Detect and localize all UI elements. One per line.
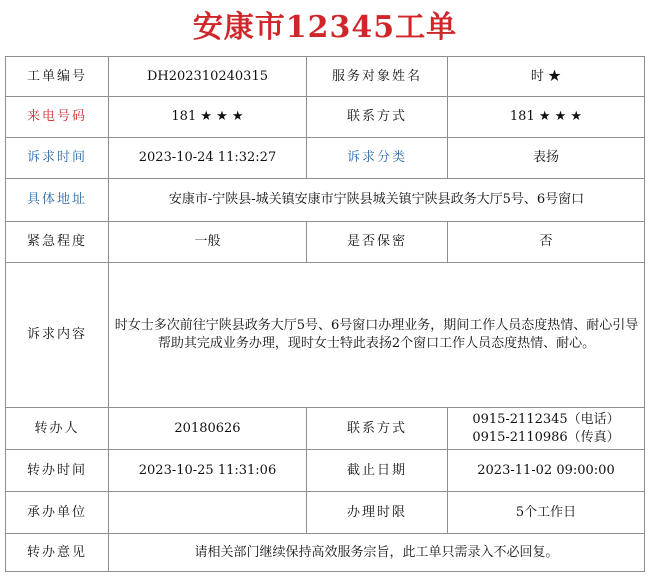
handler-label: 转办人 bbox=[6, 408, 109, 450]
table-row bbox=[6, 222, 645, 263]
urgency-label: 紧急程度 bbox=[6, 222, 109, 263]
order-no-label: 工单编号 bbox=[6, 57, 109, 97]
handler-value: 20180626 bbox=[109, 408, 307, 450]
unit-value bbox=[109, 492, 307, 534]
address-value: 安康市-宁陕县-城关镇安康市宁陕县城关镇宁陕县政务大厅5号、6号窗口 bbox=[109, 179, 645, 222]
contact-value: 181 ★ ★ ★ bbox=[448, 97, 645, 138]
deadline-value: 2023-11-02 09:00:00 bbox=[448, 450, 645, 492]
table-row bbox=[6, 408, 645, 450]
confidential-value: 否 bbox=[448, 222, 645, 263]
request-type-value: 表扬 bbox=[448, 138, 645, 179]
content-value: 时女士多次前往宁陕县政务大厅5号、6号窗口办理业务，期间工作人员态度热情、耐心引导帮助其完成业务办理，现时女士特此表扬2个窗口工作人员态度热情、耐心。 bbox=[109, 263, 645, 408]
caller-phone-label: 来电号码 bbox=[6, 97, 109, 138]
order-no-value: DH202310240315 bbox=[109, 57, 307, 97]
time-limit-label: 办理时限 bbox=[307, 492, 448, 534]
handler-phone: 0915-2112345（电话） bbox=[472, 411, 620, 427]
opinion-value: 请相关部门继续保持高效服务宗旨，此工单只需录入不必回复。 bbox=[109, 534, 645, 572]
transfer-time-value: 2023-10-25 11:31:06 bbox=[109, 450, 307, 492]
table-row bbox=[6, 450, 645, 492]
request-time-label: 诉求时间 bbox=[6, 138, 109, 179]
contact-label: 联系方式 bbox=[307, 97, 448, 138]
request-time-value: 2023-10-24 11:32:27 bbox=[109, 138, 307, 179]
unit-label: 承办单位 bbox=[6, 492, 109, 534]
table-row bbox=[6, 97, 645, 138]
table-row bbox=[6, 179, 645, 222]
caller-phone-value: 181 ★ ★ ★ bbox=[109, 97, 307, 138]
handler-contact-label: 联系方式 bbox=[307, 408, 448, 450]
table-row bbox=[6, 263, 645, 408]
transfer-time-label: 转办时间 bbox=[6, 450, 109, 492]
request-type-label: 诉求分类 bbox=[307, 138, 448, 179]
confidential-label: 是否保密 bbox=[307, 222, 448, 263]
deadline-label: 截止日期 bbox=[307, 450, 448, 492]
table-row bbox=[6, 57, 645, 97]
time-limit-value: 5个工作日 bbox=[448, 492, 645, 534]
handler-fax: 0915-2110986（传真） bbox=[472, 429, 620, 445]
table-row bbox=[6, 492, 645, 534]
opinion-label: 转办意见 bbox=[6, 534, 109, 572]
content-label: 诉求内容 bbox=[6, 263, 109, 408]
handler-contact-value bbox=[448, 408, 645, 450]
target-name-value: 时 ★ bbox=[448, 57, 645, 97]
target-name-label: 服务对象姓名 bbox=[307, 57, 448, 97]
table-row bbox=[6, 138, 645, 179]
address-label: 具体地址 bbox=[6, 179, 109, 222]
page-title: 安康市12345工单 bbox=[192, 10, 458, 45]
work-order-table bbox=[5, 56, 645, 572]
urgency-value: 一般 bbox=[109, 222, 307, 263]
table-row bbox=[6, 534, 645, 572]
